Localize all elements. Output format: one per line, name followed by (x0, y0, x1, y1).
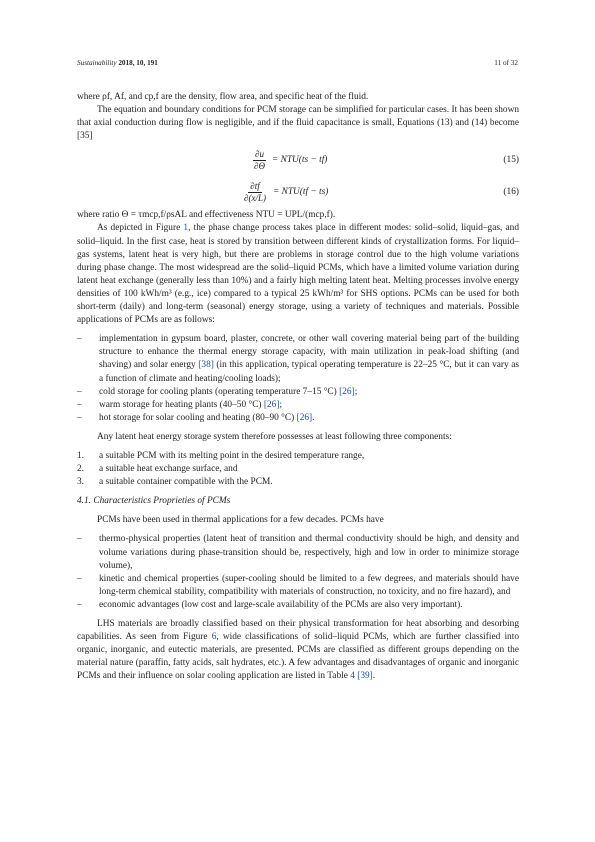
fraction: $\frac{\partial u}{\partial\Theta}$ (254, 148, 265, 171)
reference-link[interactable]: [39] (357, 671, 373, 682)
applications-list (77, 333, 519, 425)
equation-rhs: = NTU(ts − tf) (271, 154, 328, 165)
components-list (77, 450, 519, 489)
list-item: – implementation in gypsum board, plaster, concrete, or other wall covering material being part of the building structure to enhance the thermal energy storage capacity, with main utilization in peak-load shifting (and shaving) and solar energy [38] (in this application, typical operating temperature is 22–25 °C, but it can vary as a function of climate and heating/cooling loads); (77, 334, 520, 384)
paragraph-phase-change: As depicted in Figure 1, the phase change process takes place in different modes: solid–solid, liquid–gas, and solid–liquid. In the first case, heat is stored by transition between different kinds of crystallization forms. For liquid–gas systems, latent heat is very high, but there are problems in storage control due to the high volume variations during phase change. The most widespread are the solid–liquid PCMs, which have a limited volume variation during latent heat exchange (generally less than 10%) and a fairly high melting latent heat. Melting processes involve energy densities of 100 kWh/m³ (e.g., ice) compared to a typical 25 kWh/m³ for SHS options. PCMs can be used for both short-term (daily) and long-term (seasonal) energy storage, using a variety of techniques and materials. Possible applications of PCMs are as follows: (77, 223, 520, 326)
page-body (77, 91, 519, 683)
fraction: $\frac{\partial tf}{\partial(x/L)}$ (244, 180, 266, 203)
reference-link[interactable]: [26] (263, 399, 280, 410)
paragraph-lhs-classification: LHS materials are broadly classified based on their physical transformation for heat absorbing and desorbing capabilities. As seen from Figure 6, wide classifications of solid–liquid PCMs, which are further classified into organic, inorganic, and eutectic materials, are presented. PCMs are classified as different groups depending on the material nature (paraffin, fatty acids, salt hydrates, etc.). A few advantages and disadvantages of organic and inorganic PCMs and their influence on solar cooling application are listed in Table 4 [39]. (77, 619, 519, 682)
equation-rhs: = NTU(tf − ts) (272, 186, 329, 197)
paragraph-pcm-equations: The equation and boundary conditions for PCM storage can be simplified for particular cases. It has been shown that axial conduction during flow is negligible, and if the fluid capacitance is small, Equations (13) and (14) become [35] (77, 105, 519, 142)
paragraph-pcm-intro: PCMs have been used in thermal applications for a few decades. PCMs have (97, 515, 384, 526)
running-header (77, 59, 518, 67)
list-item: – cold storage for cooling plants (operating temperature 7–15 °C) [26]; (77, 386, 358, 397)
list-item: – economic advantages (low cost and large-scale availability of the PCMs are also very important). (77, 599, 463, 610)
list-item: 2. a suitable heat exchange surface, and (77, 464, 238, 475)
list-item: 1. a suitable PCM with its melting point in the desired temperature range, (77, 450, 365, 461)
paragraph-components-intro: Any latent heat energy storage system therefore possesses at least following three components: (97, 431, 452, 442)
list-item: – hot storage for solar cooling and heating (80–90 °C) [26]. (77, 412, 315, 423)
equation-number: (16) (503, 187, 519, 198)
reference-link[interactable]: [26] (296, 412, 313, 423)
year-volume: 2018, 10, 191 (118, 59, 158, 67)
paragraph-ratio-definition: where ratio Θ = τmcp,f/ρsAL and effectiveness NTU = UPL/(mcp,f). (77, 210, 336, 221)
equation-16 (77, 177, 519, 207)
journal-citation: Sustainability 2018, 10, 191 (77, 59, 158, 67)
list-item: – warm storage for heating plants (40–50 °C) [26]; (77, 399, 283, 410)
figure-link[interactable]: 1 (183, 223, 189, 234)
list-item: – thermo-physical properties (latent heat of transition and thermal conductivity should be high, and density and volume variations during phase-transition should be, respectively, high and low in order to minimize storage volume), (77, 534, 519, 571)
reference-link[interactable]: [26] (339, 386, 355, 397)
equation-15 (77, 145, 519, 175)
section-heading: 4.1. Characteristics Proprieties of PCMs (77, 496, 231, 507)
list-item: 3. a suitable container compatible with the PCM. (77, 477, 273, 488)
paragraph-fluid-properties: where ρf, Af, and cp,f are the density, flow area, and specific heat of the fluid. (77, 92, 369, 102)
properties-list (77, 533, 519, 612)
reference-link[interactable]: [38] (198, 360, 214, 371)
list-item: – kinetic and chemical properties (super-cooling should be limited to a few degrees, and materials should have long-term chemical stability, compatibility with materials of construction, no toxicity, and no fire hazard), and (77, 573, 519, 597)
equation-number: (15) (503, 155, 519, 166)
table-link[interactable]: 4 (350, 671, 355, 682)
figure-link[interactable]: 6 (211, 632, 217, 643)
page-number: 11 of 32 (494, 59, 518, 67)
